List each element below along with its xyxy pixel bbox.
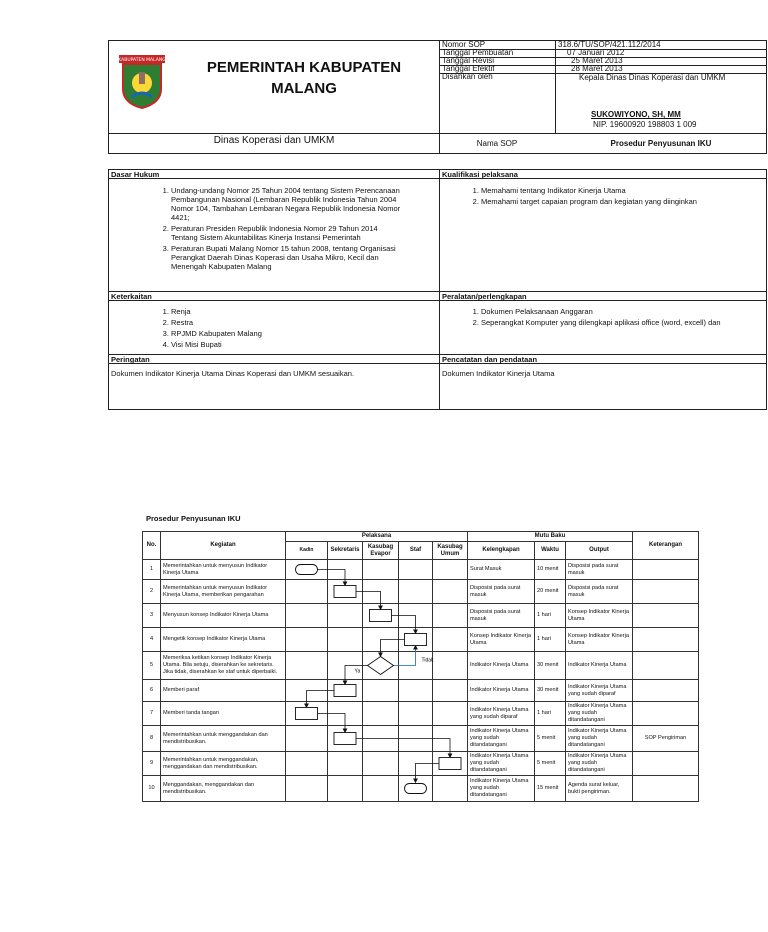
row-kegiatan: Menggandakan, menggandakan dan mendistribusikan. [161,776,286,802]
peringatan-title: Peringatan [111,355,150,364]
lane-sekretaris [328,580,363,604]
row-kegiatan: Memerintahkan untuk menggandakan dan mendistribusikan. [161,726,286,752]
lane-kadin [286,776,328,802]
row-keterangan [633,702,699,726]
lane-kadin [286,628,328,652]
sop-info-box [108,169,767,410]
row-kegiatan: Memerintahkan untuk menyusun Indikator Kinerja Utama [161,560,286,580]
row-kegiatan: Mengetik konsep Indikator Kinerja Utama [161,628,286,652]
row-keterangan [633,776,699,802]
lane-kasubag-umum [433,776,468,802]
table-row [143,560,699,580]
row-output: Indikator Kinerja Utama yang sudah ditandatangani [566,702,633,726]
meta-label-revisi: Tanggal Revisi [442,56,495,65]
row-output: Agenda surat keluar, bukti pengiriman. [566,776,633,802]
lane-staf [399,560,433,580]
row-waktu: 15 menit [535,776,566,802]
row-waktu: 20 menit [535,580,566,604]
row-waktu: 30 menit [535,680,566,702]
keterkaitan-item: 4. Visi Misi Bupati [171,340,403,349]
row-waktu: 1 hari [535,628,566,652]
dasar-hukum-list [155,186,403,273]
pencatatan-text: Dokumen Indikator Kinerja Utama [442,369,555,378]
lane-kadin [286,580,328,604]
row-keterangan [633,680,699,702]
peralatan-title: Peralatan/perlengkapan [442,292,527,301]
row-keterangan: SOP Pengiriman [633,726,699,752]
row-number: 8 [143,726,161,752]
col-header-kasubag-evapor: Kasubag Evapor [363,542,399,560]
peringatan-text: Dokumen Indikator Kinerja Utama Dinas Koperasi dan UMKM sesuaikan. [111,369,355,378]
lane-kadin [286,560,328,580]
kualifikasi-list [465,186,755,208]
row-keterangan [633,752,699,776]
lane-kasubag-umum [433,580,468,604]
row-waktu: 10 menit [535,560,566,580]
row-output: Konsep Indikator Kinerja Utama [566,604,633,628]
lane-kadin [286,680,328,702]
row-kegiatan: Menyusun konsep Indikator Kinerja Utama [161,604,286,628]
row-kelengkapan: Surat Masuk [468,560,535,580]
logo-caption: KABUPATEN MALANG [118,58,166,63]
col-header-kegiatan: Kegiatan [161,532,286,560]
table-row [143,652,699,680]
row-number: 2 [143,580,161,604]
row-kelengkapan: Disposisi pada surat masuk [468,604,535,628]
lane-kasubag-umum [433,652,468,680]
peralatan-item: 1. Dokumen Pelaksanaan Anggaran [481,307,765,316]
row-kegiatan: Memerintahkan untuk menggandakan, menggandakan dan mendistribusikan. [161,752,286,776]
meta-value-nomor: 318.6/TU/SOP/421.112/2014 [558,40,661,49]
lane-kasubag-evapor [363,702,399,726]
dasar-hukum-title: Dasar Hukum [111,170,160,179]
lane-kasubag-evapor [363,752,399,776]
col-header-kasubag-umum: Kasubag Umum [433,542,468,560]
flow-title: Prosedur Penyusunan IKU [146,514,241,523]
row-number: 1 [143,560,161,580]
lane-kadin [286,652,328,680]
keterkaitan-item: 2. Restra [171,318,403,327]
row-output: Indikator Kinerja Utama yang sudah ditandatangani [566,726,633,752]
lane-sekretaris [328,726,363,752]
col-header-pelaksana: Pelaksana [286,532,468,542]
table-row [143,752,699,776]
sop-name-label: Nama SOP [476,139,518,148]
lane-kadin [286,752,328,776]
lane-kadin [286,726,328,752]
dasar-hukum-item: 2. Peraturan Presiden Republik Indonesia Nomor 29 Tahun 2014 Tentang Sistem Akuntabilitas Kinerja Instansi Pemerintah [171,224,403,242]
row-kegiatan: Memberi paraf [161,680,286,702]
row-kegiatan: Memeriksa ketikan konsep Indikator Kinerja Utama. Bila setuju, diserahkan ke sekretaris. Jika tidak, diserahkan ke staf untuk diperbaiki. [161,652,286,680]
row-keterangan [633,652,699,680]
row-waktu: 5 menit [535,726,566,752]
lane-staf [399,652,433,680]
decision-yes-label: Ya [354,668,361,675]
lane-kasubag-umum [433,726,468,752]
lane-sekretaris [328,604,363,628]
col-header-waktu: Waktu [535,542,566,560]
col-header-kadin: Kadin [286,542,328,560]
meta-value-pembuatan: 07 Januari 2012 [567,48,625,57]
row-number: 5 [143,652,161,680]
lane-kasubag-evapor [363,680,399,702]
lane-sekretaris [328,628,363,652]
lane-staf [399,604,433,628]
lane-staf [399,776,433,802]
row-waktu: 1 hari [535,702,566,726]
lane-kasubag-evapor [363,580,399,604]
lane-kasubag-umum [433,680,468,702]
lane-kasubag-evapor [363,628,399,652]
lane-sekretaris [328,560,363,580]
row-output: Konsep Indikator Kinerja Utama [566,628,633,652]
sop-header [108,40,767,154]
org-line-1: PEMERINTAH KABUPATEN [206,59,402,76]
lane-staf [399,726,433,752]
organization-title [189,57,419,99]
kabupaten-malang-logo [117,55,167,109]
pencatatan-title: Pencatatan dan pendataan [442,355,538,364]
row-output: Indikator Kinerja Utama yang sudah diparaf [566,680,633,702]
row-kelengkapan: Indikator Kinerja Utama yang sudah ditandatangani [468,776,535,802]
lane-sekretaris [328,680,363,702]
lane-kasubag-umum [433,560,468,580]
signer-nip: NIP. 19600920 198803 1 009 [593,120,697,129]
row-kelengkapan: Indikator Kinerja Utama [468,652,535,680]
lane-staf [399,580,433,604]
row-kegiatan: Memberi tanda tangan [161,702,286,726]
table-row [143,680,699,702]
row-kelengkapan: Konsep Indikator Kinerja Utama [468,628,535,652]
row-number: 9 [143,752,161,776]
col-header-kelengkapan: Kelengkapan [468,542,535,560]
keterkaitan-item: 1. Renja [171,307,403,316]
meta-value-revisi: 25 Maret 2013 [571,56,623,65]
row-kegiatan: Memerintahkan untuk menyusun Indikator Kinerja Utama, memberikan pengarahan [161,580,286,604]
lane-kadin [286,604,328,628]
table-row [143,580,699,604]
row-keterangan [633,560,699,580]
lane-kasubag-evapor [363,604,399,628]
col-header-keterangan: Keterangan [633,532,699,560]
lane-kasubag-evapor [363,726,399,752]
lane-staf [399,680,433,702]
row-waktu: 30 menit [535,652,566,680]
kualifikasi-title: Kualifikasi pelaksana [442,170,518,179]
meta-label-efektif: Tanggal Efektif [442,64,495,73]
row-waktu: 5 menit [535,752,566,776]
table-row [143,604,699,628]
lane-kadin [286,702,328,726]
lane-sekretaris [328,776,363,802]
lane-kasubag-evapor [363,776,399,802]
signer-name: SUKOWIYONO, SH, MM [591,110,681,119]
lane-kasubag-umum [433,752,468,776]
peralatan-item: 2. Seperangkat Komputer yang dilengkapi aplikasi office (word, excell) dan [481,318,765,327]
row-keterangan [633,580,699,604]
row-number: 10 [143,776,161,802]
table-row [143,726,699,752]
col-header-output: Output [566,542,633,560]
row-output: Disposisi pada surat masuk [566,580,633,604]
lane-sekretaris [328,702,363,726]
meta-value-efektif: 28 Maret 2013 [571,64,623,73]
row-kelengkapan: Indikator Kinerja Utama yang sudah diparaf [468,702,535,726]
decision-no-label: Tidak [421,657,434,664]
lane-kasubag-evapor [363,652,399,680]
meta-label-pembuatan: Tanggal Pembuatan [442,48,514,57]
col-header-no: No. [143,532,161,560]
keterkaitan-item: 3. RPJMD Kabupaten Malang [171,329,403,338]
dasar-hukum-item: 3. Peraturan Bupati Malang Nomor 15 tahun 2008, tentang Organisasi Perangkat Daerah Dinas Koperasi dan Usaha Mikro, Kecil dan Menengah Kabupaten Malang [171,244,403,271]
col-header-sekretaris: Sekretaris [328,542,363,560]
lane-kasubag-umum [433,702,468,726]
row-number: 3 [143,604,161,628]
row-waktu: 1 hari [535,604,566,628]
row-kelengkapan: Indikator Kinerja Utama [468,680,535,702]
lane-kasubag-umum [433,628,468,652]
lane-sekretaris [328,652,363,680]
procedure-table [142,531,699,802]
lane-kasubag-umum [433,604,468,628]
row-kelengkapan: Indikator Kinerja Utama yang sudah ditandatangani [468,752,535,776]
row-keterangan [633,604,699,628]
col-header-mutu: Mutu Baku [468,532,633,542]
lane-staf [399,628,433,652]
meta-label-disahkan: Disahkan oleh [442,72,493,81]
peralatan-list [465,307,765,329]
row-kelengkapan: Indikator Kinerja Utama yang sudah ditandatangani [468,726,535,752]
row-number: 7 [143,702,161,726]
unit-name: Dinas Koperasi dan UMKM [213,135,335,146]
dasar-hukum-item: 1. Undang-undang Nomor 25 Tahun 2004 tentang Sistem Perencanaan Pembangunan Nasional (Lembaran Republik Indonesia Tahun 2004 Nomor 104, Tambahan Lembaran Negara Republik Indonesia Nomor 4421; [171,186,403,222]
table-row [143,702,699,726]
row-kelengkapan: Disposisi pada surat masuk [468,580,535,604]
kualifikasi-item: 2. Memahami target capaian program dan kegiatan yang diinginkan [481,197,755,206]
lane-kasubag-evapor [363,560,399,580]
lane-sekretaris [328,752,363,776]
row-keterangan [633,628,699,652]
kualifikasi-item: 1. Memahami tentang Indikator Kinerja Utama [481,186,755,195]
row-output: Disposisi pada surat masuk [566,560,633,580]
keterkaitan-list [155,307,403,351]
row-output: Indikator Kinerja Utama [566,652,633,680]
table-row [143,628,699,652]
keterkaitan-title: Keterkaitan [111,292,152,301]
col-header-staf: Staf [399,542,433,560]
meta-label-nomor: Nomor SOP [442,40,486,49]
sop-name-value: Prosedur Penyusunan IKU [610,139,712,148]
org-line-2: MALANG [271,80,337,97]
table-row [143,776,699,802]
row-output: Indikator Kinerja Utama yang sudah ditandatangani [566,752,633,776]
meta-value-disahkan: Kepala Dinas Dinas Koperasi dan UMKM [579,73,726,82]
row-number: 6 [143,680,161,702]
lane-staf [399,702,433,726]
row-number: 4 [143,628,161,652]
lane-staf [399,752,433,776]
